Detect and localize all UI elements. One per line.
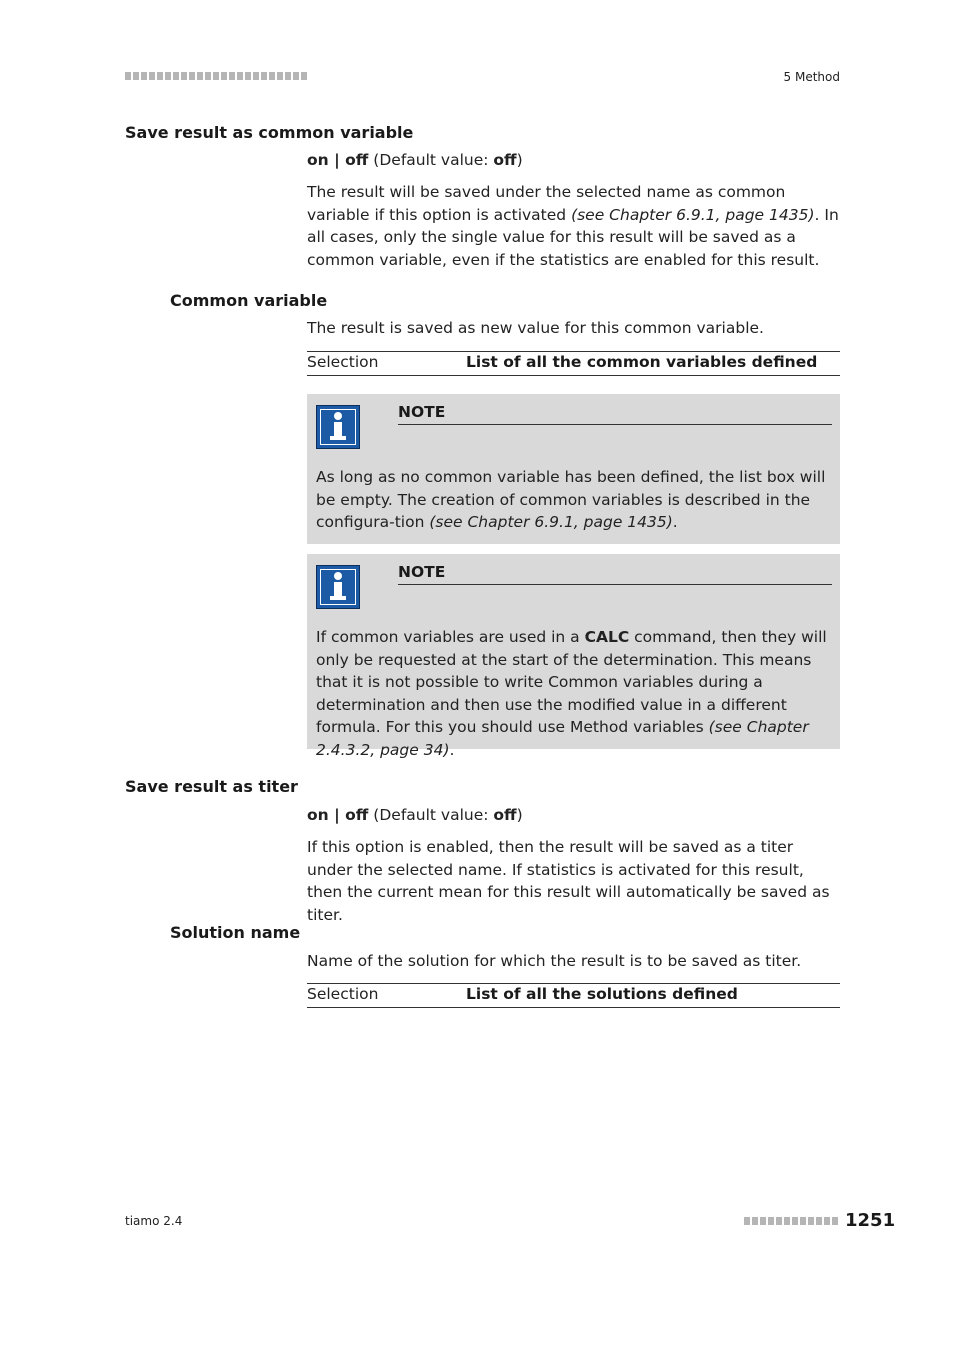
note-box (307, 554, 840, 759)
default-suffix: ) (516, 151, 523, 169)
section-description (307, 181, 840, 271)
default-value: off (493, 806, 517, 824)
onoff-default-line (307, 804, 840, 827)
page-number: 1251 (845, 1210, 896, 1231)
note-text-part: If common variables are used in a (316, 628, 585, 646)
selection-value: List of all the solutions defined (466, 985, 738, 1003)
selection-value: List of all the common variables defined (466, 353, 818, 371)
running-header-chapter: 5 Method (783, 70, 840, 84)
default-prefix: (Default value: (368, 151, 494, 169)
onoff-default-line (307, 149, 840, 172)
subsection-title-common-variable: Common variable (170, 291, 328, 310)
subsection-title-solution-name: Solution name (170, 923, 301, 942)
footer-product: tiamo 2.4 (125, 1214, 183, 1228)
header-decoration (125, 72, 307, 80)
note-text-part: . (672, 513, 678, 531)
selection-table (307, 983, 840, 1008)
selection-table (307, 351, 840, 376)
note-text-part: As long as no common variable has been defined, the list box will be empty. The creation of common variables is described in the configura-tion (316, 468, 826, 531)
calc-command-name: CALC (584, 628, 630, 646)
note-text-part: command, then they will only be requested at the start of the determination. This means that it is not possible to write Common variables during a determination and then use the modified value in a different formula. For this you should use Method variables (316, 628, 827, 736)
subsection-description: The result is saved as new value for this common variable. (307, 319, 764, 337)
default-prefix: (Default value: (368, 806, 494, 824)
onoff-separator: | (328, 806, 346, 824)
info-icon (316, 405, 360, 449)
on-option: on (307, 806, 329, 824)
note-title: NOTE (398, 403, 832, 425)
footer-decoration (744, 1217, 840, 1225)
section-title-save-result-common-variable: Save result as common variable (125, 123, 414, 142)
chapter-reference-link[interactable]: (see Chapter 6.9.1, page 1435) (571, 205, 815, 224)
off-option: off (345, 806, 369, 824)
note-text-part: . (449, 740, 455, 759)
subsection-description: Name of the solution for which the result is to be saved as titer. (307, 952, 802, 970)
onoff-separator: | (328, 151, 346, 169)
desc-text: The result will be saved under the selected name as common variable if this option is activated (307, 183, 786, 224)
on-option: on (307, 151, 329, 169)
note-title: NOTE (398, 563, 832, 585)
section-title-save-result-titer: Save result as titer (125, 777, 298, 796)
section-description: If this option is enabled, then the result will be saved as a titer under the selected name. If statistics is activated for this result, then the current mean for this result will automatically be saved as titer. (307, 838, 830, 924)
chapter-reference-link[interactable]: (see Chapter 2.4.3.2, page 34) (316, 718, 809, 759)
info-icon (316, 565, 360, 609)
note-text (316, 626, 832, 761)
selection-label: Selection (307, 353, 379, 371)
selection-label: Selection (307, 985, 379, 1003)
chapter-reference-link[interactable]: (see Chapter 6.9.1, page 1435) (429, 513, 673, 531)
note-box (307, 394, 840, 544)
default-value: off (493, 151, 517, 169)
off-option: off (345, 151, 369, 169)
default-suffix: ) (516, 806, 523, 824)
desc-text: . In all cases, only the single value for this result will be saved as a common variable, even if the statistics are enabled for this result. (307, 205, 839, 269)
note-text (316, 466, 832, 534)
